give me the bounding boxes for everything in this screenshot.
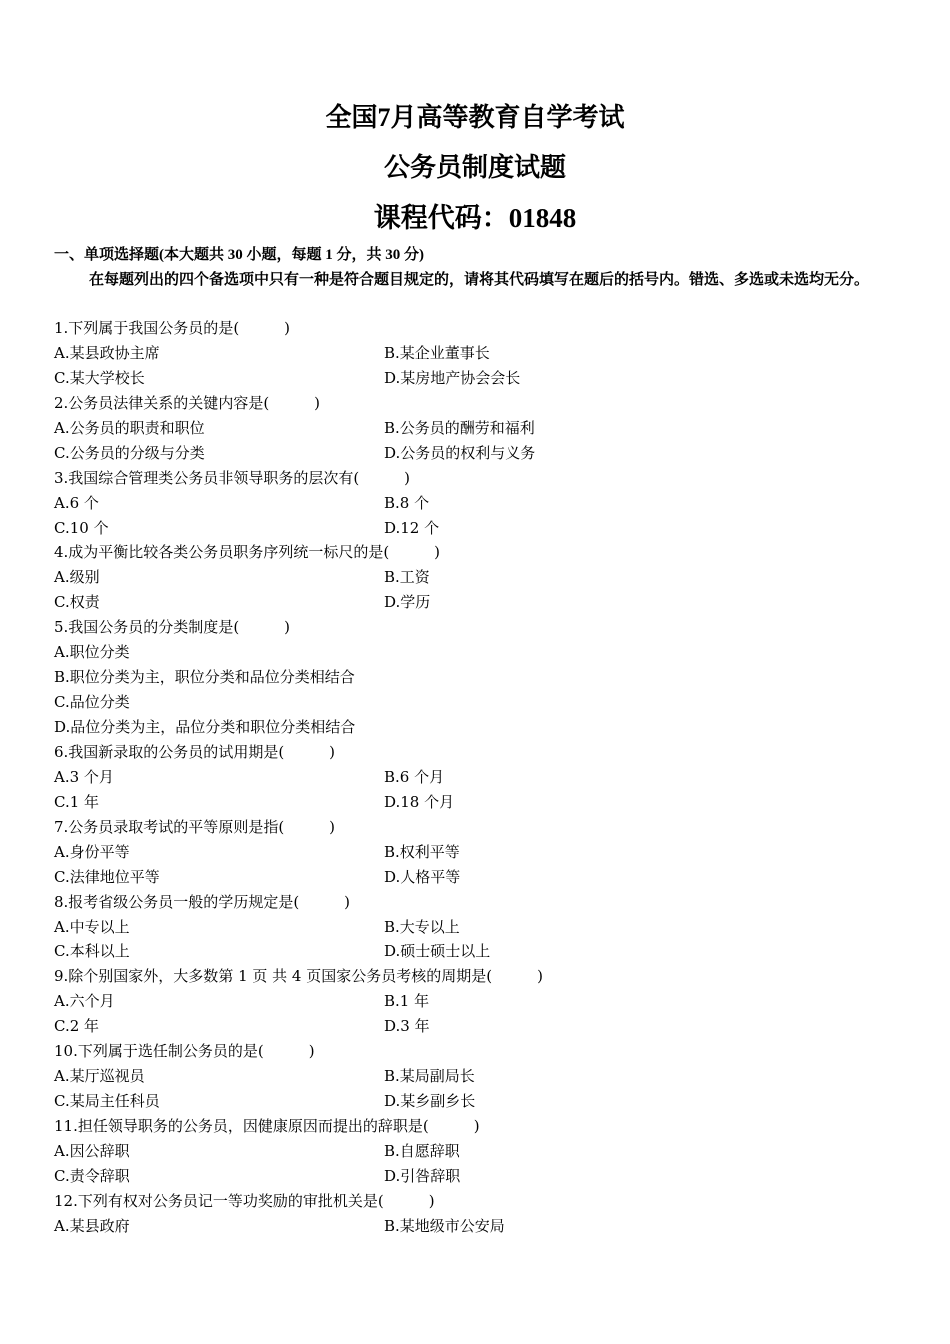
option-row (54, 840, 914, 865)
question-stem: 5.我国公务员的分类制度是( ) (54, 618, 291, 637)
option-row (54, 1139, 914, 1164)
question-option: B.8 个 (384, 493, 430, 512)
question-stem: 8.报考省级公务员一般的学历规定是( ) (54, 892, 351, 911)
question-option: A.某县政府 (54, 1216, 130, 1235)
option-row (54, 915, 914, 940)
question-option: C.法律地位平等 (54, 867, 160, 886)
question-stem: 10.下列属于选任制公务员的是( ) (54, 1042, 315, 1061)
question-option: D.学历 (384, 593, 431, 612)
question-option: C.1 年 (54, 792, 100, 811)
option-row (54, 989, 914, 1014)
question-option: B.6 个月 (384, 767, 445, 786)
question-option: D.某乡副乡长 (384, 1092, 476, 1111)
question-option: C.某大学校长 (54, 368, 145, 387)
question-option: A.六个月 (54, 992, 115, 1011)
question-option: D.硕士硕士以上 (384, 942, 491, 961)
option-row (54, 1214, 914, 1239)
option-row (54, 1164, 914, 1189)
question-option: B.自愿辞职 (384, 1141, 460, 1160)
question-option: B.大专以上 (384, 917, 460, 936)
option-row (54, 1014, 914, 1039)
question-option: A.6 个 (54, 493, 99, 512)
question-option: A.某厅巡视员 (54, 1067, 145, 1086)
question-stem: 4.成为平衡比较各类公务员职务序列统一标尺的是( ) (54, 543, 441, 562)
option-row (54, 341, 914, 366)
option-row (54, 865, 914, 890)
question-option: C.本科以上 (54, 942, 130, 961)
question-option: C.2 年 (54, 1017, 100, 1036)
question-option: A.身份平等 (54, 842, 130, 861)
course-code: 课程代码：01848 (373, 203, 577, 233)
question-option: C.责令辞职 (54, 1166, 130, 1185)
option-row (54, 939, 914, 964)
question-option: C.某局主任科员 (54, 1092, 160, 1111)
option-row (54, 590, 914, 615)
question-option: C.10 个 (54, 518, 109, 537)
question-option: A.因公辞职 (54, 1141, 130, 1160)
option-row (54, 491, 914, 516)
option-row (54, 441, 914, 466)
exam-title: 全国7月高等教育自学考试 (325, 103, 625, 132)
question-option: A.职位分类 (54, 643, 130, 662)
question-option: C.公务员的分级与分类 (54, 443, 205, 462)
question-option: A.中专以上 (54, 917, 130, 936)
question-option: B.某局副局长 (384, 1067, 475, 1086)
question-option: B.1 年 (384, 992, 430, 1011)
section-heading: 一、单项选择题(本大题共 30 小题，每题 1 分，共 30 分) (54, 247, 424, 263)
question-option: A.级别 (54, 568, 100, 587)
question-stem: 9.除个别国家外，大多数第 1 页 共 4 页国家公务员考核的周期是( ) (54, 967, 543, 986)
exam-subject: 公务员制度试题 (383, 153, 566, 182)
question-option: A.3 个月 (54, 767, 114, 786)
question-option: B.工资 (384, 568, 430, 587)
question-option: B.公务员的酬劳和福利 (384, 418, 535, 437)
option-row (54, 565, 914, 590)
question-option: B.职位分类为主，职位分类和品位分类相结合 (54, 668, 355, 687)
option-row (54, 516, 914, 541)
option-row (54, 416, 914, 441)
option-row (54, 1064, 914, 1089)
question-stem: 1.下列属于我国公务员的是( ) (54, 319, 291, 337)
question-option: B.权利平等 (384, 842, 460, 861)
question-stem: 2.公务员法律关系的关键内容是( ) (54, 393, 321, 412)
question-option: D.3 年 (384, 1017, 430, 1036)
question-option: D.品位分类为主，品位分类和职位分类相结合 (54, 718, 356, 736)
question-option: D.12 个 (384, 518, 440, 537)
question-option: C.品位分类 (54, 693, 130, 712)
option-row (54, 366, 914, 391)
question-stem: 6.我国新录取的公务员的试用期是( ) (54, 742, 336, 761)
question-list (54, 316, 914, 1239)
option-row (54, 765, 914, 790)
question-option: A.公务员的职责和职位 (54, 418, 205, 437)
option-row (54, 790, 914, 815)
question-option: D.人格平等 (384, 867, 461, 886)
question-stem: 12.下列有权对公务员记一等功奖励的审批机关是( ) (54, 1191, 435, 1210)
question-option: D.公务员的权利与义务 (384, 443, 536, 462)
question-stem: 3.我国综合管理类公务员非领导职务的层次有( ) (54, 468, 411, 487)
question-option: C.权责 (54, 593, 100, 612)
question-option: B.某企业董事长 (384, 343, 490, 362)
question-option: A.某县政协主席 (54, 343, 160, 362)
question-stem: 11.担任领导职务的公务员，因健康原因而提出的辞职是( ) (54, 1117, 480, 1135)
section-instruction: 在每题列出的四个备选项中只有一种是符合题目规定的，请将其代码填写在题后的括号内。错选、多选或未选均无分。 (89, 272, 870, 288)
question-option: D.18 个月 (384, 792, 455, 811)
question-option: D.引咎辞职 (384, 1166, 461, 1185)
question-option: D.某房地产协会会长 (384, 368, 521, 387)
question-option: B.某地级市公安局 (384, 1216, 505, 1235)
question-stem: 7.公务员录取考试的平等原则是指( ) (54, 817, 336, 836)
option-row (54, 1089, 914, 1114)
